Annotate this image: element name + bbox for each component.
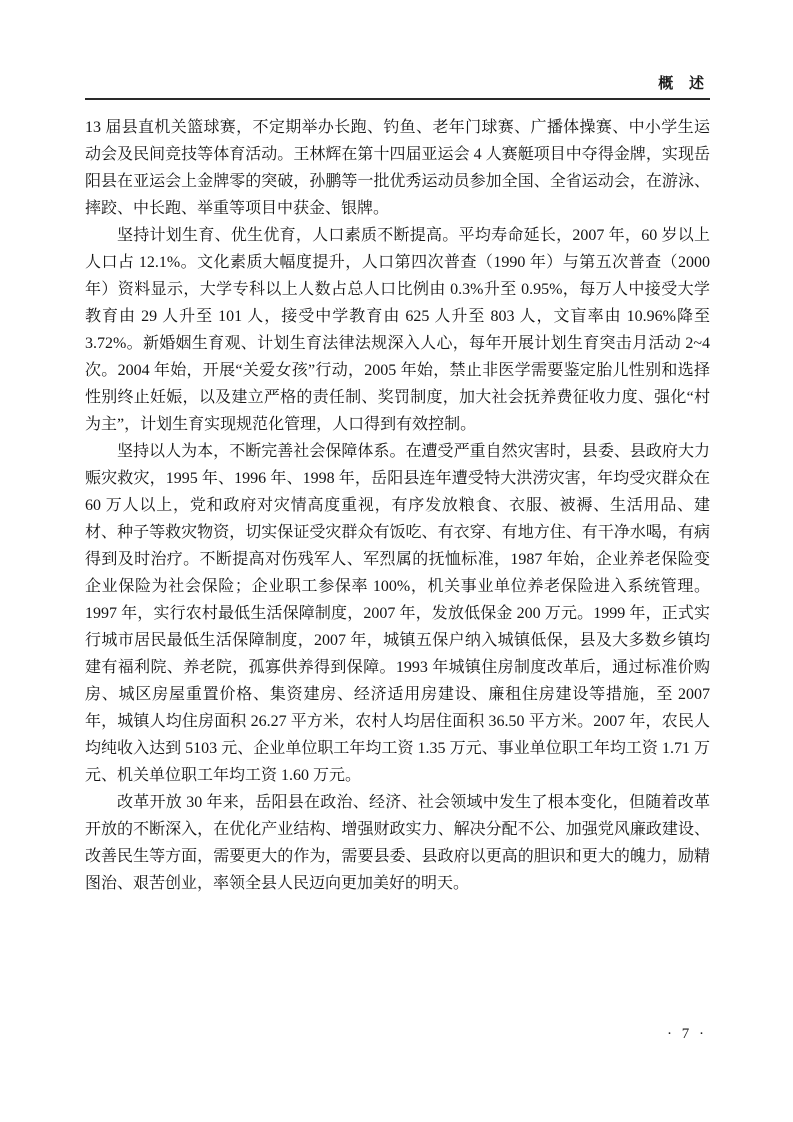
running-head-title: 概 述 xyxy=(658,76,710,92)
paragraph: 坚持以人为本，不断完善社会保障体系。在遭受严重自然灾害时，县委、县政府大力赈灾救灾，1995 年、1996 年、1998 年，岳阳县连年遭受特大洪涝灾害，年均受灾群众在 60 万人以上，党和政府对灾情高度重视，有序发放粮食、衣服、被褥、生活用品、建材、种子等救灾物资，切实保证受灾群众有饭吃、有衣穿、有地方住、有干净水喝，有病得到及时治疗。不断提高对伤残军人、军烈属的抚恤标准，1987 年始，企业养老保险变企业保险为社会保险；企业职工参保率 100%，机关事业单位养老保险进入系统管理。1997 年，实行农村最低生活保障制度，2007 年，发放低保金 200 万元。1999 年，正式实行城市居民最低生活保障制度，2007 年，城镇五保户纳入城镇低保，县及大多数乡镇均建有福利院、养老院，孤寡供养得到保障。1993 年城镇住房制度改革后，通过标准价购房、城区房屋重置价格、集资建房、经济适用房建设、廉租住房建设等措施，至 2007 年，城镇人均住房面积 26.27 平方米，农村人均居住面积 36.50 平方米。2007 年，农民人均纯收入达到 5103 元、企业单位职工年均工资 1.35 万元、事业单位职工年均工资 1.71 万元、机关单位职工年均工资 1.60 万元。 xyxy=(85,443,710,784)
paragraph: 坚持计划生育、优生优育，人口素质不断提高。平均寿命延长，2007 年，60 岁以上人口占 12.1%。文化素质大幅度提升，人口第四次普查（1990 年）与第五次普查（2000 年）资料显示，大学专科以上人数占总人口比例由 0.3%升至 0.95%，每万人中接受大学教育由 29 人升至 101 人，接受中学教育由 625 人升至 803 人，文盲率由 10.96%降至 3.72%。新婚姻生育观、计划生育法律法规深入人心，每年开展计划生育突击月活动 2~4 次。2004 年始，开展“关爱女孩”行动，2005 年始，禁止非医学需要鉴定胎儿性别和选择性别终止妊娠，以及建立严格的责任制、奖罚制度，加大社会抚养费征收力度、强化“村为主”，计划生育实现规范化管理，人口得到有效控制。 xyxy=(85,227,710,433)
paragraph: 13 届县直机关篮球赛，不定期举办长跑、钓鱼、老年门球赛、广播体操赛、中小学生运动会及民间竞技等体育活动。王林辉在第十四届亚运会 4 人赛艇项目中夺得金牌，实现岳阳县在亚运会上金牌零的突破，孙鹏等一批优秀运动员参加全国、全省运动会，在游泳、摔跤、中长跑、举重等项目中获金、银牌。 xyxy=(85,119,710,217)
document-body xyxy=(85,114,710,897)
header-rule xyxy=(85,98,710,100)
page-number: · 7 · xyxy=(667,1026,707,1042)
paragraph: 改革开放 30 年来，岳阳县在政治、经济、社会领域中发生了根本变化，但随着改革开放的不断深入，在优化产业结构、增强财政实力、解决分配不公、加强党风廉政建设、改善民生等方面，需要更大的作为，需要县委、县政府以更高的胆识和更大的魄力，励精图治、艰苦创业，率领全县人民迈向更加美好的明天。 xyxy=(85,794,710,892)
